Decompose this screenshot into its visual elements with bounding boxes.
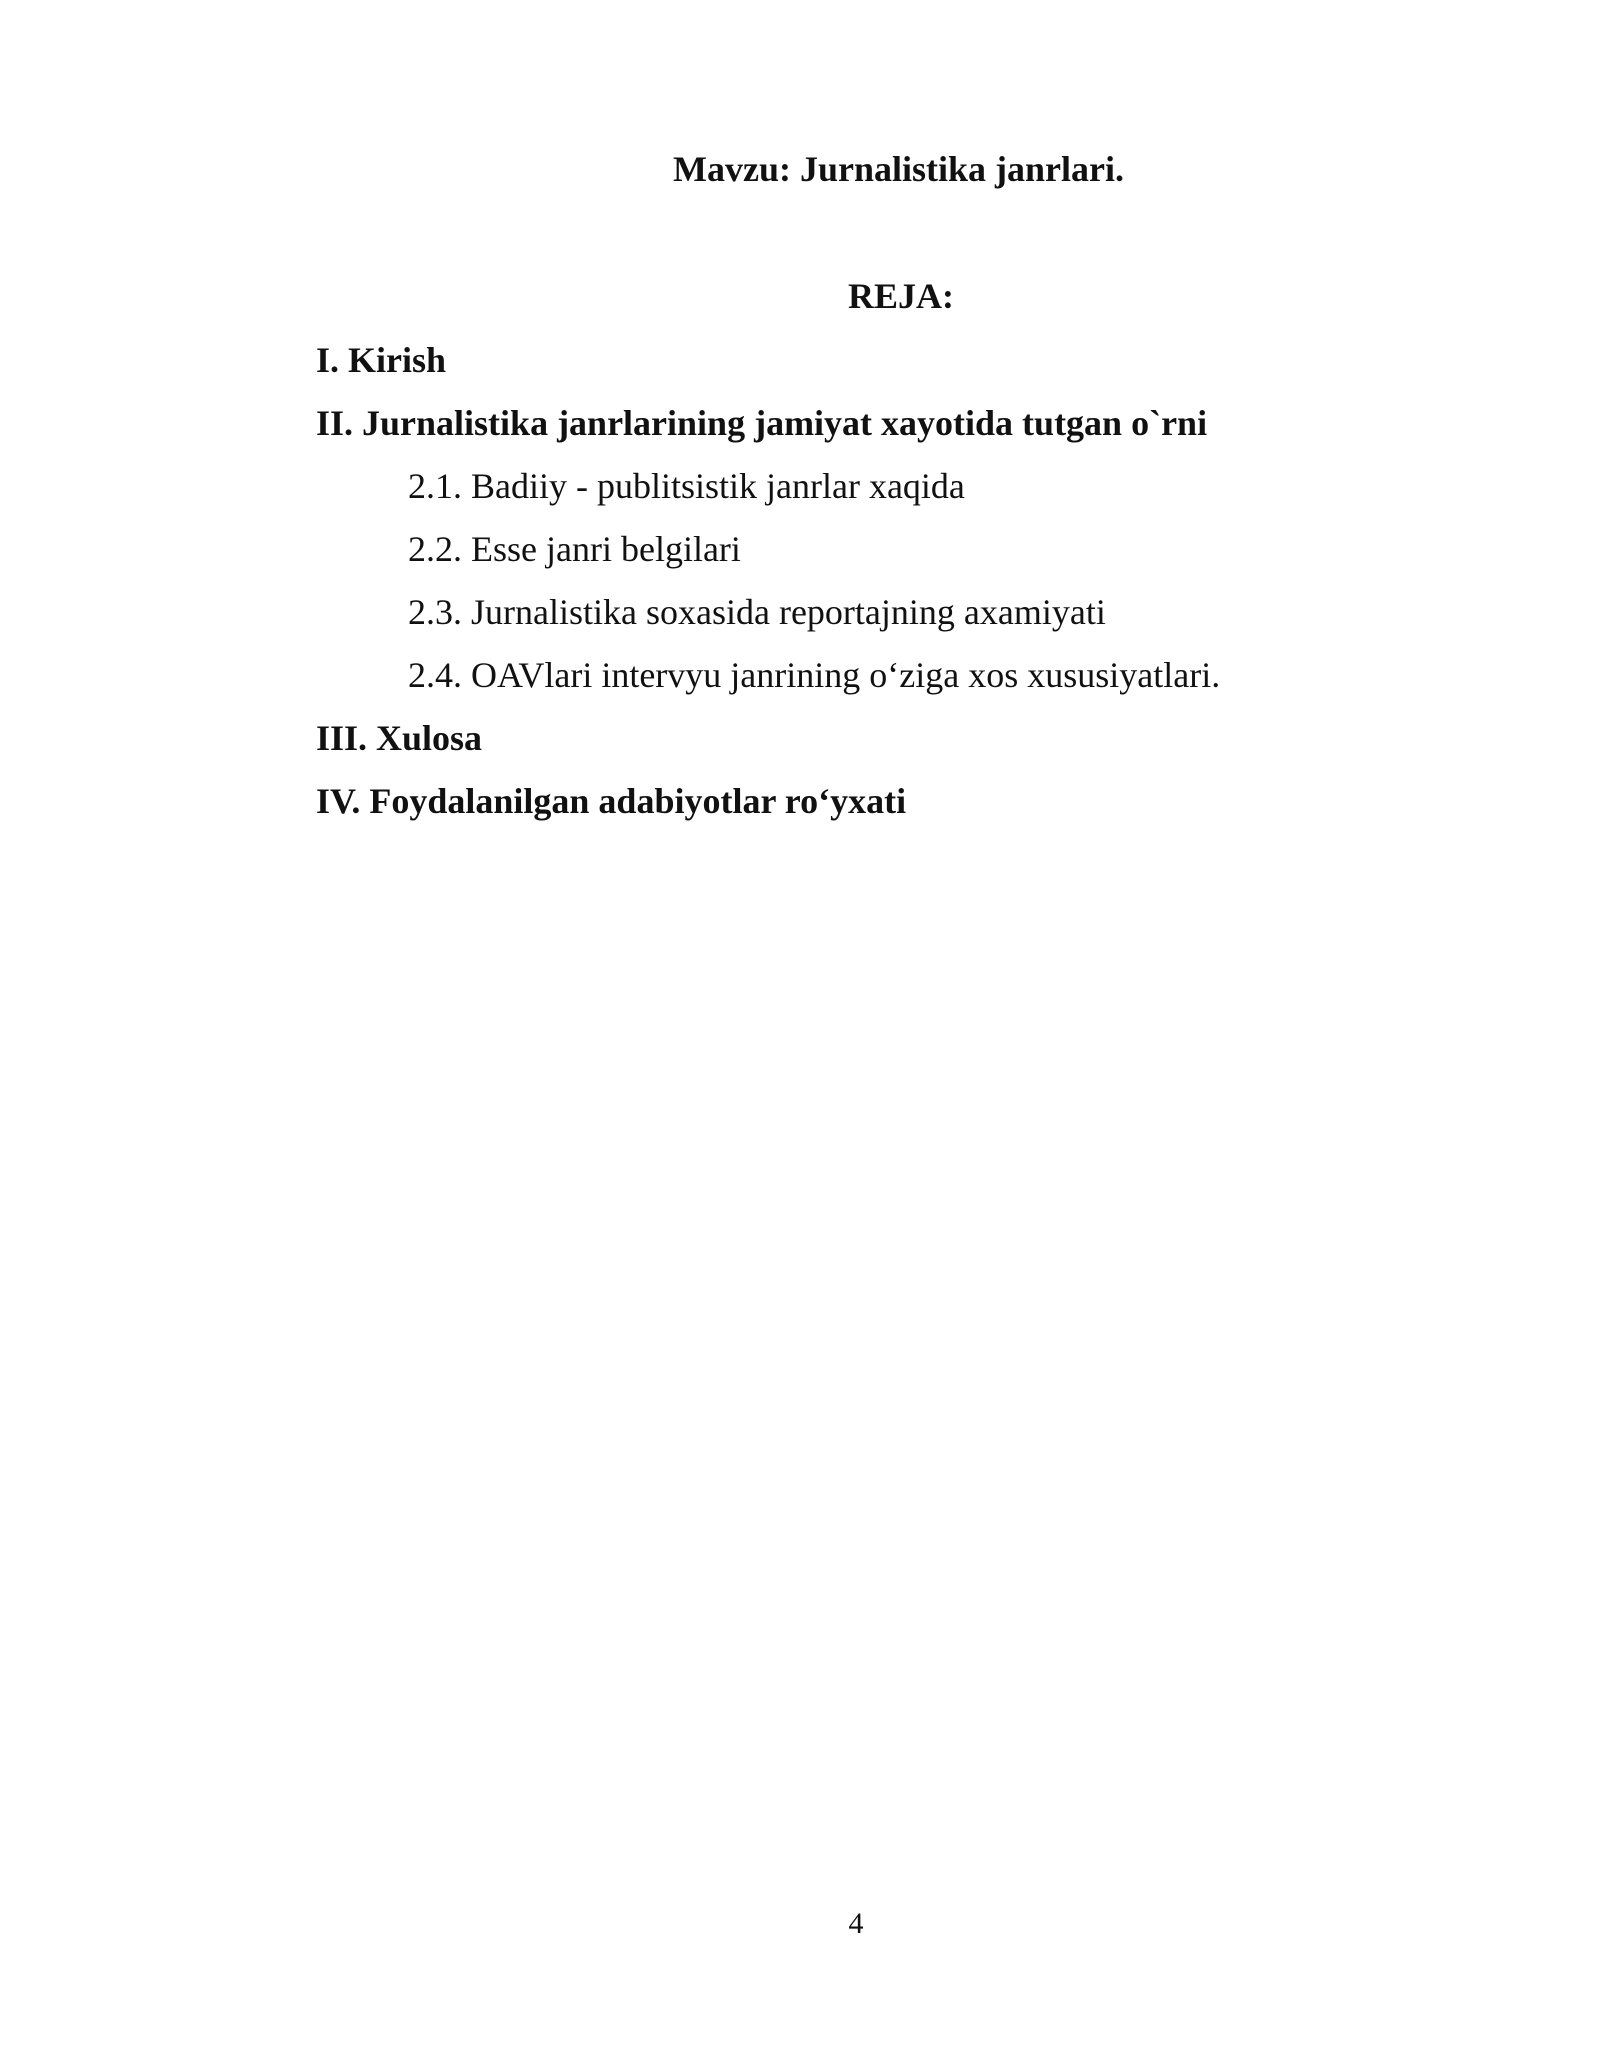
- plan-item-conclusion: III. Xulosa: [316, 718, 483, 758]
- plan-item-intro: I. Kirish: [316, 340, 447, 380]
- plan-subitem-2-1: 2.1. Badiiy - publitsistik janrlar xaqida: [408, 466, 965, 506]
- plan-heading: REJA:: [848, 276, 954, 316]
- plan-subitem-2-2: 2.2. Esse janri belgilari: [408, 529, 741, 569]
- page-number: 4: [848, 1907, 864, 1940]
- plan-item-references: IV. Foydalanilgan adabiyotlar ro‘yxati: [316, 781, 907, 821]
- plan-item-chapter-2: II. Jurnalistika janrlarining jamiyat xayotida tutgan o`rni: [316, 403, 1208, 443]
- plan-subitem-2-4: 2.4. OAVlari intervyu janrining o‘ziga xos xususiyatlari.: [408, 655, 1221, 695]
- plan-subitem-2-3: 2.3. Jurnalistika soxasida reportajning axamiyati: [408, 592, 1106, 632]
- topic-title: Mavzu: Jurnalistika janrlari.: [673, 149, 1124, 189]
